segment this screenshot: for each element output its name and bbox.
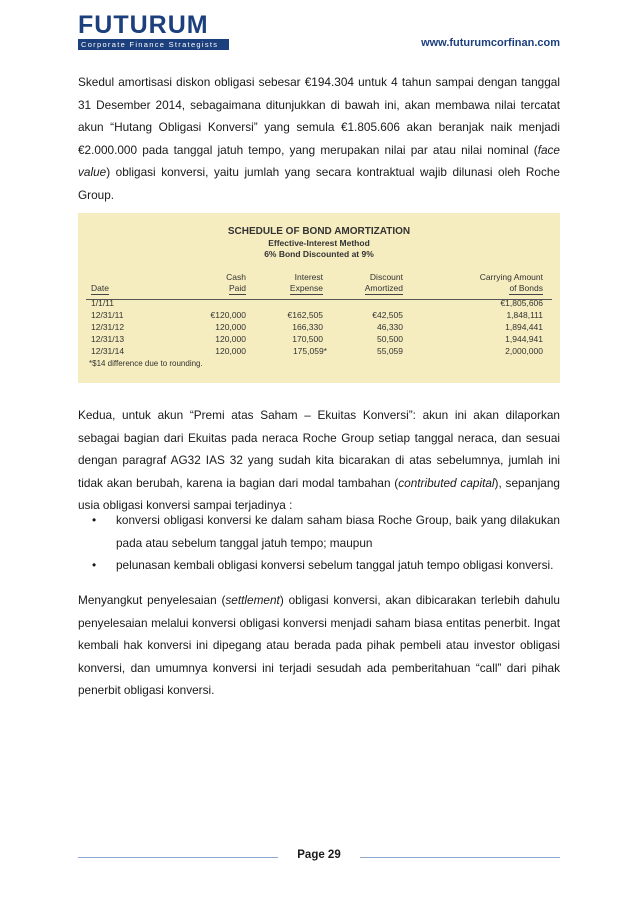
page-number: Page 29	[297, 849, 341, 861]
header-label: Carrying Amount	[479, 272, 543, 282]
paragraph-text: ), sepanjang usia obligasi konversi sampai terjadinya :	[78, 475, 560, 513]
bullet-icon: •	[92, 558, 97, 573]
header-label: Amortized	[364, 283, 403, 293]
cell-date: 12/31/14	[91, 346, 125, 356]
cell-cash: 120,000	[215, 322, 246, 332]
conversion-bullet-list	[78, 509, 560, 577]
header-discount	[343, 272, 403, 295]
cell-date: 12/31/11	[91, 310, 124, 320]
cell-carrying: 2,000,000	[505, 346, 543, 356]
paragraph-italic: settlement	[225, 593, 280, 607]
cell-carrying: 1,848,111	[506, 310, 543, 320]
cell-interest: 170,500	[292, 334, 323, 344]
paragraph-amortization	[78, 71, 560, 207]
website-link[interactable]: www.futurumcorfinan.com	[421, 37, 560, 49]
table-subtitle-rate: 6% Bond Discounted at 9%	[264, 249, 374, 259]
footer-rule-left	[78, 857, 278, 858]
paragraph-italic: contributed capital	[398, 475, 495, 490]
table-title: SCHEDULE OF BOND AMORTIZATION	[227, 226, 411, 237]
paragraph-italic: face value	[78, 142, 560, 180]
logo-tagline: Corporate Finance Strategists	[78, 39, 229, 50]
cell-carrying: 1,944,941	[505, 334, 543, 344]
footer-rule-right	[360, 857, 560, 858]
list-item	[78, 554, 560, 577]
list-item	[78, 509, 560, 554]
cell-discount: €42,505	[372, 310, 403, 320]
bond-amortization-table	[78, 213, 560, 383]
table-subtitle-method: Effective-Interest Method	[268, 238, 370, 248]
table-title-block	[78, 226, 560, 260]
paragraph-premium-equity	[78, 404, 560, 517]
cell-carrying: 1,894,441	[505, 322, 543, 332]
paragraph-text: Menyangkut penyelesaian (	[78, 593, 226, 607]
header-label: of Bonds	[509, 283, 543, 293]
header-carrying	[433, 272, 543, 295]
header-label: Paid	[228, 283, 246, 293]
header-label: Expense	[289, 283, 323, 293]
paragraph-text: Kedua, untuk akun “Premi atas Saham – Ekuitas Konversi”: akun ini akan dilaporkan sebagai bagian dari Ekuitas pada neraca Roche Group setiap tanggal neraca, dan sesuai dengan paragraf AG32 IAS 32 yang sudah kita bicarakan di atas sebelumnya, jumlah ini tidak akan berubah, karena ia bagian dari modal tambahan (	[78, 408, 560, 490]
cell-interest: 166,330	[292, 322, 323, 332]
cell-discount: 55,059	[377, 346, 403, 356]
paragraph-settlement	[78, 589, 560, 702]
cell-discount: 50,500	[377, 334, 403, 344]
header-cash	[198, 272, 246, 295]
header-label: Interest	[294, 272, 323, 282]
paragraph-text: ) obligasi konversi, akan dibicarakan terlebih dahulu penyelesaian melalui konversi obligasi konversi menjadi saham biasa entitas penerbit. Ingat kembali hak konversi ini dipegang atau berada pada pihak pembeli atau investor obligasi konversi, dan umumnya konversi ini terjadi sesudah ada pemberitahuan “call” dari pihak penerbit obligasi konversi.	[78, 593, 560, 698]
cell-date: 1/1/11	[91, 298, 115, 308]
list-item-text: konversi obligasi konversi ke dalam saham biasa Roche Group, baik yang dilakukan pada atau sebelum tanggal jatuh tempo; maupun	[116, 513, 560, 550]
cell-cash: €120,000	[210, 310, 246, 320]
cell-interest: €162,505	[287, 310, 323, 320]
cell-carrying: €1,805,606	[500, 298, 543, 308]
header-interest	[263, 272, 323, 295]
cell-discount: 46,330	[377, 322, 403, 332]
table-footnote: *$14 difference due to rounding.	[89, 359, 203, 368]
header-date-label: Date	[91, 283, 109, 293]
bullet-icon: •	[92, 513, 97, 527]
header-label: Discount	[369, 272, 403, 282]
logo-wordmark: FUTURUM	[78, 11, 209, 39]
cell-date: 12/31/12	[91, 322, 125, 332]
paragraph-text: Skedul amortisasi diskon obligasi sebesar €194.304 untuk 4 tahun sampai dengan tanggal 31 Desember 2014, sebagaimana ditunjukkan di bawah ini, akan membawa nilai tercatat akun “Hutang Obligasi Konversi” yang semula €1.805.606 akan beranjak naik menjadi €2.000.000 pada tanggal jatuh tempo, yang merupakan nilai par atau nilai nominal (	[78, 75, 560, 157]
cell-cash: 120,000	[215, 346, 246, 356]
paragraph-text: ) obligasi konversi, yaitu jumlah yang secara kontraktual wajib dilunasi oleh Roche Group.	[78, 165, 560, 202]
header-label: Cash	[226, 272, 246, 282]
cell-cash: 120,000	[215, 334, 246, 344]
cell-date: 12/31/13	[91, 334, 125, 344]
cell-interest: 175,059*	[292, 346, 327, 356]
list-item-text: pelunasan kembali obligasi konversi sebelum tanggal jatuh tempo obligasi konversi.	[116, 558, 554, 573]
header-date	[91, 283, 109, 295]
company-logo	[78, 12, 230, 48]
